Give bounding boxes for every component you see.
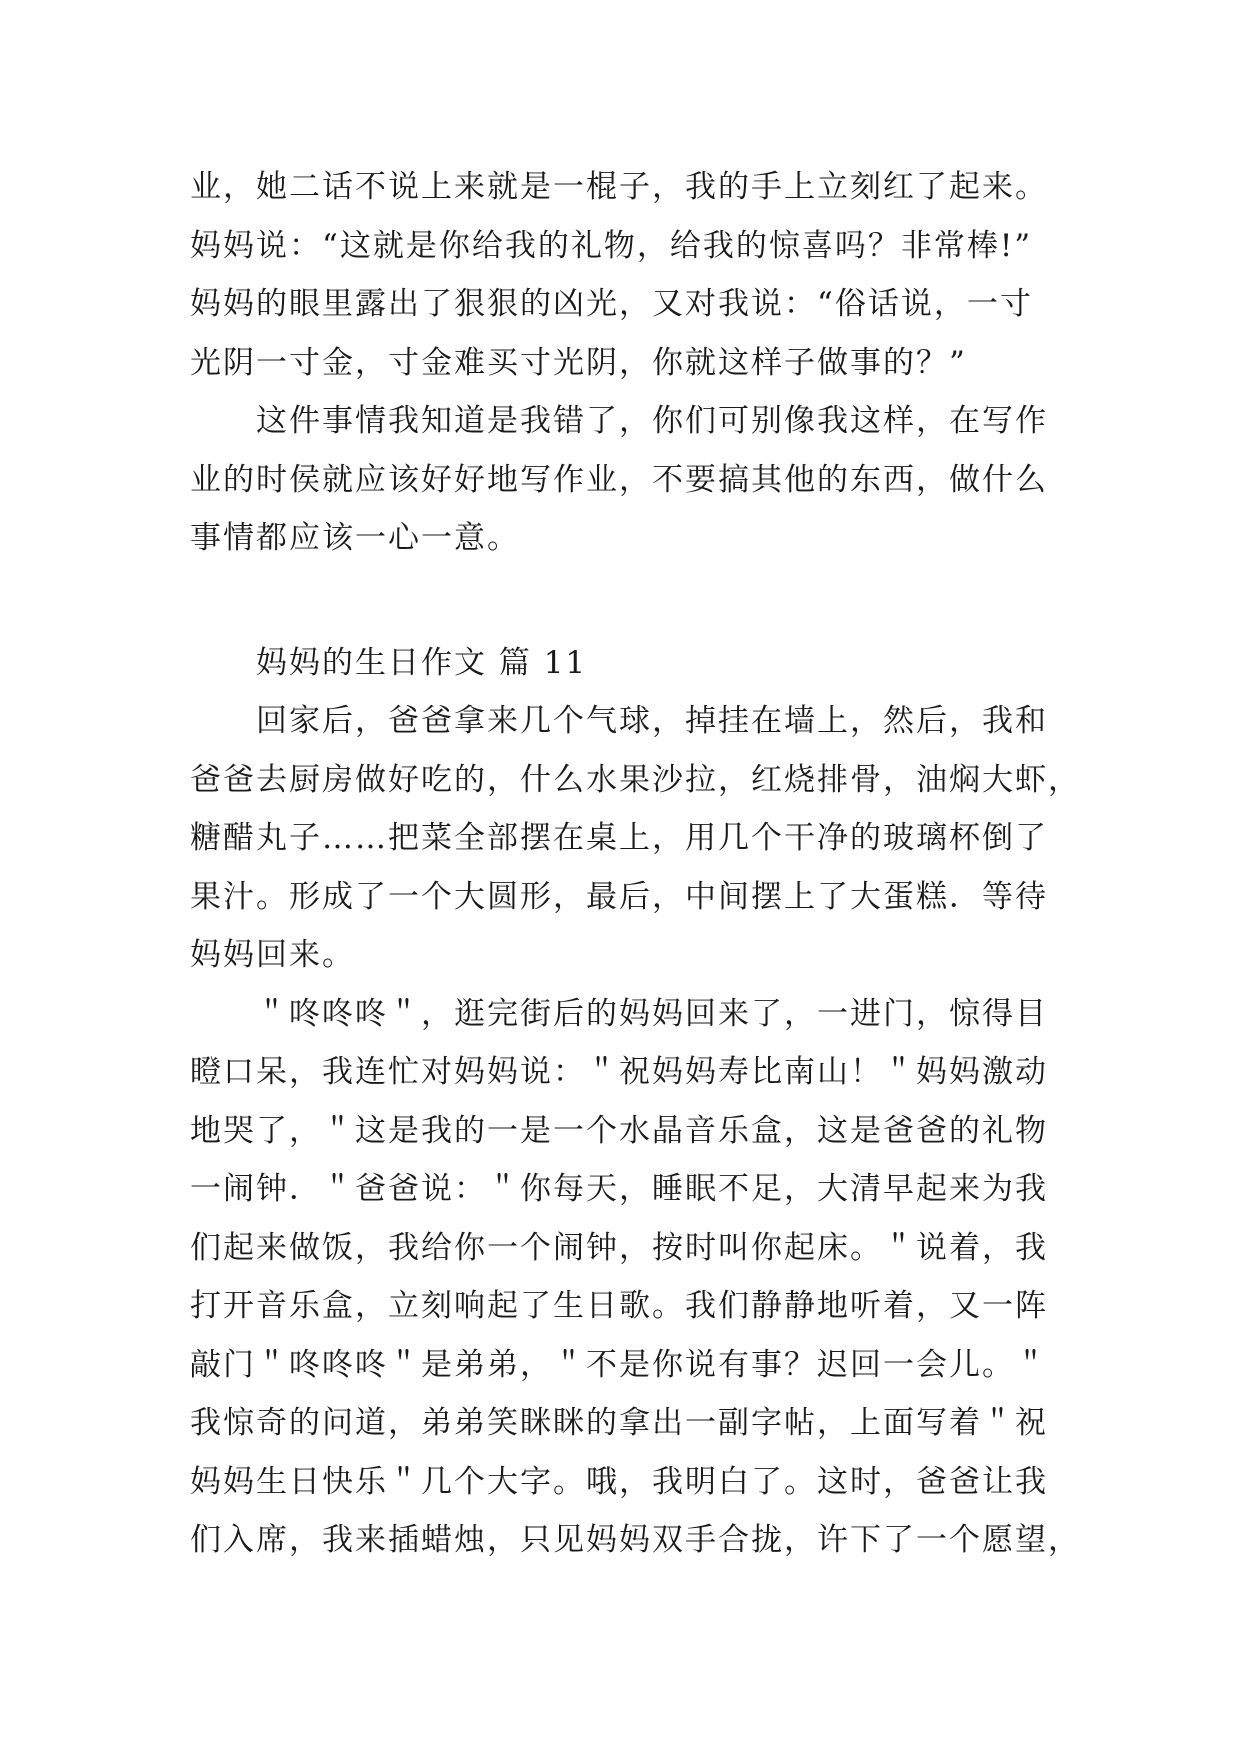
- text-line: 们入席，我来插蜡烛，只见妈妈双手合拢，许下了一个愿望，: [190, 1522, 1081, 1558]
- text-line: 果汁。形成了一个大圆形，最后，中间摆上了大蛋糕．等待: [190, 878, 1048, 915]
- paragraph-2: [190, 392, 1060, 568]
- text-line: 一闹钟．＂爸爸说：＂你每天，睡眠不足，大清早起来为我: [190, 1171, 1048, 1207]
- text-line: 事情都应该一心一意。: [190, 520, 520, 556]
- text-line: 这件事情我知道是我错了，你们可别像我这样，在写作: [256, 403, 1048, 439]
- document-body: [190, 158, 1081, 1570]
- paragraph-1: [190, 158, 1060, 392]
- text-line: 爸爸去厨房做好吃的，什么水果沙拉，红烧排骨，油焖大虾，: [190, 761, 1081, 798]
- text-line: 们起来做饭，我给你一个闹钟，按时叫你起床。＂说着，我: [190, 1229, 1048, 1266]
- text-line: ＂咚咚咚＂，逛完街后的妈妈回来了，一进门，惊得目: [256, 995, 1048, 1032]
- text-line: 业的时侯就应该好好地写作业，不要搞其他的东西，做什么: [190, 461, 1048, 498]
- text-line: 妈妈的眼里露出了狠狠的凶光，又对我说：“俗话说，一寸: [190, 286, 1033, 322]
- text-line: 敲门＂咚咚咚＂是弟弟，＂不是你说有事？迟回一会儿。＂: [190, 1346, 1048, 1383]
- text-line: 业，她二话不说上来就是一棍子，我的手上立刻红了起来。: [190, 169, 1048, 205]
- text-line: 糖醋丸子……把菜全部摆在桌上，用几个干净的玻璃杯倒了: [190, 820, 1048, 856]
- text-line: 打开音乐盒，立刻响起了生日歌。我们静静地听着，又一阵: [190, 1288, 1048, 1324]
- text-line: 妈妈生日快乐＂几个大字。哦，我明白了。这时，爸爸让我: [190, 1463, 1048, 1500]
- text-line: 地哭了，＂这是我的一是一个水晶音乐盒，这是爸爸的礼物: [190, 1112, 1048, 1149]
- text-line: 光阴一寸金，寸金难买寸光阴，你就这样子做事的？”: [190, 344, 967, 381]
- text-line: 瞪口呆，我连忙对妈妈说：＂祝妈妈寿比南山！＂妈妈激动: [190, 1054, 1048, 1090]
- section-title: 妈妈的生日作文 篇 11: [256, 644, 588, 681]
- text-line: 回家后，爸爸拿来几个气球，掉挂在墙上，然后，我和: [256, 703, 1048, 739]
- text-line: 我惊奇的问道，弟弟笑眯眯的拿出一副字帖，上面写着＂祝: [190, 1405, 1048, 1441]
- paragraph-4: [190, 985, 1081, 1570]
- text-line: 妈妈回来。: [190, 937, 355, 973]
- paragraph-3: [190, 692, 1081, 985]
- text-line: 妈妈说：“这就是你给我的礼物，给我的惊喜吗？非常棒!”: [190, 227, 1033, 264]
- section-spacer: [190, 568, 1060, 634]
